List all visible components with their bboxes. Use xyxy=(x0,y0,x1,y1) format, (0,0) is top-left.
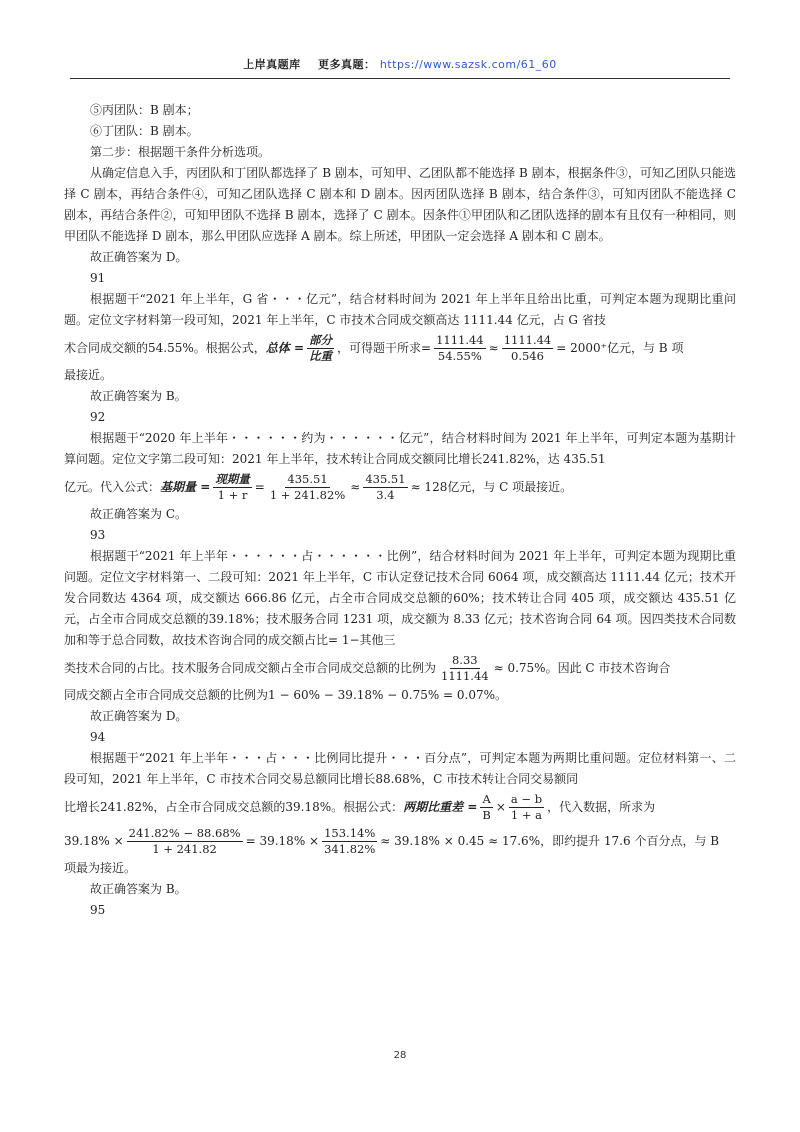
fraction xyxy=(509,792,544,823)
text-line: 项最为接近。 xyxy=(64,861,137,875)
fraction xyxy=(213,472,252,503)
fraction xyxy=(268,472,347,503)
numerator: A xyxy=(482,791,491,806)
question-number: 94 xyxy=(90,730,106,744)
formula-text: ，代入数据，所求为 xyxy=(547,799,656,814)
denominator: 比重 xyxy=(309,348,332,363)
formula-label: 基期量 = xyxy=(160,479,211,494)
numerator: 部分 xyxy=(309,332,332,347)
page-content xyxy=(64,100,736,921)
formula-line xyxy=(64,470,736,504)
page-header xyxy=(70,56,730,79)
formula-line xyxy=(64,824,736,858)
formula-line xyxy=(64,790,736,824)
paragraph: 根据题干“2021 年上半年，G 省・・・亿元”，结合材料时间为 2021 年上半年且给出比重，可判定本题为现期比重问题。定位文字材料第一段可知，2021 年上半年，C 市技术合同成交额高达 1111.44 亿元，占 G 省技 xyxy=(64,292,736,327)
formula-text: 术合同成交额的54.55%。根据公式， xyxy=(64,340,266,355)
numerator: 8.33 xyxy=(451,652,478,667)
approx-sign: ≈ xyxy=(488,340,499,355)
numerator: 435.51 xyxy=(287,471,328,486)
numerator: 现期量 xyxy=(215,471,250,486)
numerator: 153.14% xyxy=(324,825,376,840)
denominator: B xyxy=(482,807,491,822)
fraction xyxy=(480,792,492,823)
paragraph: 根据题干“2021 年上半年・・・・・・占・・・・・・比例”，结合材料时间为 2021 年上半年，可判定本题为现期比重问题。定位文字材料第一、二段可知：2021 年上半年，C 市认定登记技术合同 6064 项，成交额高达 1111.44 亿元；技术开发合同数达 4364 项，成交额达 666.86 亿元，占全市合同成交总额的60%；技术转让合同 405 项，成交额达 435.51 亿元，占全市合同成交总额的39.18%；技术服务合同 1231 项，成交额为 8.33 亿元；技术咨询合同 64 项。因四类技术合同数加和等于总合同数，故技术咨询合同的成交额占比= 1−其他三 xyxy=(64,549,736,647)
formula-text: 比增长241.82%，占全市合同成交总额的39.18%。根据公式： xyxy=(64,799,404,814)
header-url-link[interactable]: https://www.sazsk.com/61_60 xyxy=(379,58,557,71)
fraction xyxy=(363,472,407,503)
text-line: 同成交额占全市合同成交总额的比例为1 − 60% − 39.18% − 0.75% = 0.07%。 xyxy=(64,688,508,702)
denominator: 54.55% xyxy=(437,348,482,363)
denominator: 341.82% xyxy=(324,841,376,856)
answer-line: 故正确答案为 D。 xyxy=(90,250,188,264)
formula-text: ≈ 39.18% × 0.45 ≈ 17.6%，即约提升 17.6 个百分点，与 B xyxy=(380,833,720,848)
equals-sign: = xyxy=(254,479,265,494)
approx-sign: ≈ xyxy=(350,479,361,494)
paragraph: 根据题干“2020 年上半年・・・・・・约为・・・・・・亿元”，结合材料时间为 2021 年上半年，可判定本题为基期计算问题。定位文字第二段可知：2021 年上半年，技术转让合同成交额同比增长241.82%，达 435.51 xyxy=(64,431,736,466)
formula-line xyxy=(64,651,736,685)
denominator: 1 + a xyxy=(510,807,543,822)
answer-line: 故正确答案为 B。 xyxy=(90,389,187,403)
paragraph: 根据题干“2021 年上半年・・・占・・・比例同比提升・・・百分点”，可判定本题为两期比重问题。定位材料第一、二段可知，2021 年上半年，C 市技术合同交易总额同比增长88.68%，C 市技术转让合同交易额同 xyxy=(64,751,736,786)
fraction xyxy=(434,333,486,364)
denominator: 1111.44 xyxy=(441,668,489,683)
denominator: 1 + 241.82% xyxy=(269,487,346,502)
denominator: 0.546 xyxy=(511,348,544,363)
formula-text: ≈ 0.75%。因此 C 市技术咨询合 xyxy=(493,660,671,675)
numerator: 1111.44 xyxy=(503,332,552,347)
page-number: 28 xyxy=(393,1050,407,1061)
header-more-label: 更多真题： xyxy=(318,58,376,71)
numerator: 435.51 xyxy=(365,471,406,486)
formula-text: ，可得题干所求= xyxy=(337,340,432,355)
formula-text: 亿元。代入公式： xyxy=(64,479,161,494)
denominator: 1 + 241.82 xyxy=(152,841,217,856)
text-line: ⑥丁团队：B 剧本。 xyxy=(90,124,199,138)
formula-text: 39.18% × xyxy=(64,833,124,848)
fraction xyxy=(502,333,554,364)
formula-line xyxy=(64,331,736,365)
question-number: 92 xyxy=(90,410,106,424)
numerator: 1111.44 xyxy=(436,332,484,347)
text-line: ⑤丙团队：B 剧本； xyxy=(90,103,199,117)
fraction xyxy=(322,826,377,857)
formula-text: 类技术合同的占比。技术服务合同成交额占全市合同成交总额的比例为 xyxy=(64,660,437,675)
paragraph: 从确定信息入手，丙团队和丁团队都选择了 B 剧本，可知甲、乙团队都不能选择 B 剧本，根据条件③，可知乙团队只能选择 C 剧本，再结合条件④，可知乙团队选择 C 剧本和 D 剧本。因丙团队选择 B 剧本，结合条件③，可知丙团队不能选择 C 剧本，再结合条件②，可知甲团队不选择 B 剧本，选择了 C 剧本。因条件①甲团队和乙团队选择的剧本有且仅有一种相同，则甲团队不能选择 D 剧本，那么甲团队应选择 A 剧本。综上所述，甲团队一定会选择 A 剧本和 C 剧本。 xyxy=(64,166,736,243)
question-number: 91 xyxy=(90,271,106,285)
numerator: a − b xyxy=(510,791,543,806)
text-line: 最接近。 xyxy=(64,368,113,382)
formula-label: 两期比重差 = xyxy=(403,799,478,814)
question-number: 93 xyxy=(90,528,106,542)
answer-line: 故正确答案为 D。 xyxy=(90,709,188,723)
denominator: 1 + r xyxy=(217,487,248,502)
header-brand: 上岸真题库 xyxy=(243,58,301,71)
answer-line: 故正确答案为 C。 xyxy=(90,507,187,521)
fraction xyxy=(307,333,334,364)
numerator: 241.82% − 88.68% xyxy=(128,825,241,840)
fraction xyxy=(127,826,243,857)
formula-text: = 2000⁺亿元，与 B 项 xyxy=(556,340,684,355)
formula-text: ≈ 128亿元，与 C 项最接近。 xyxy=(410,479,573,494)
answer-line: 故正确答案为 B。 xyxy=(90,882,187,896)
fraction xyxy=(439,653,491,684)
denominator: 3.4 xyxy=(376,487,395,502)
question-number: 95 xyxy=(90,903,106,917)
text-line: 第二步：根据题干条件分析选项。 xyxy=(90,145,271,159)
times-sign: × xyxy=(495,799,506,814)
formula-text: = 39.18% × xyxy=(245,833,320,848)
formula-label: 总体 = xyxy=(265,340,304,355)
